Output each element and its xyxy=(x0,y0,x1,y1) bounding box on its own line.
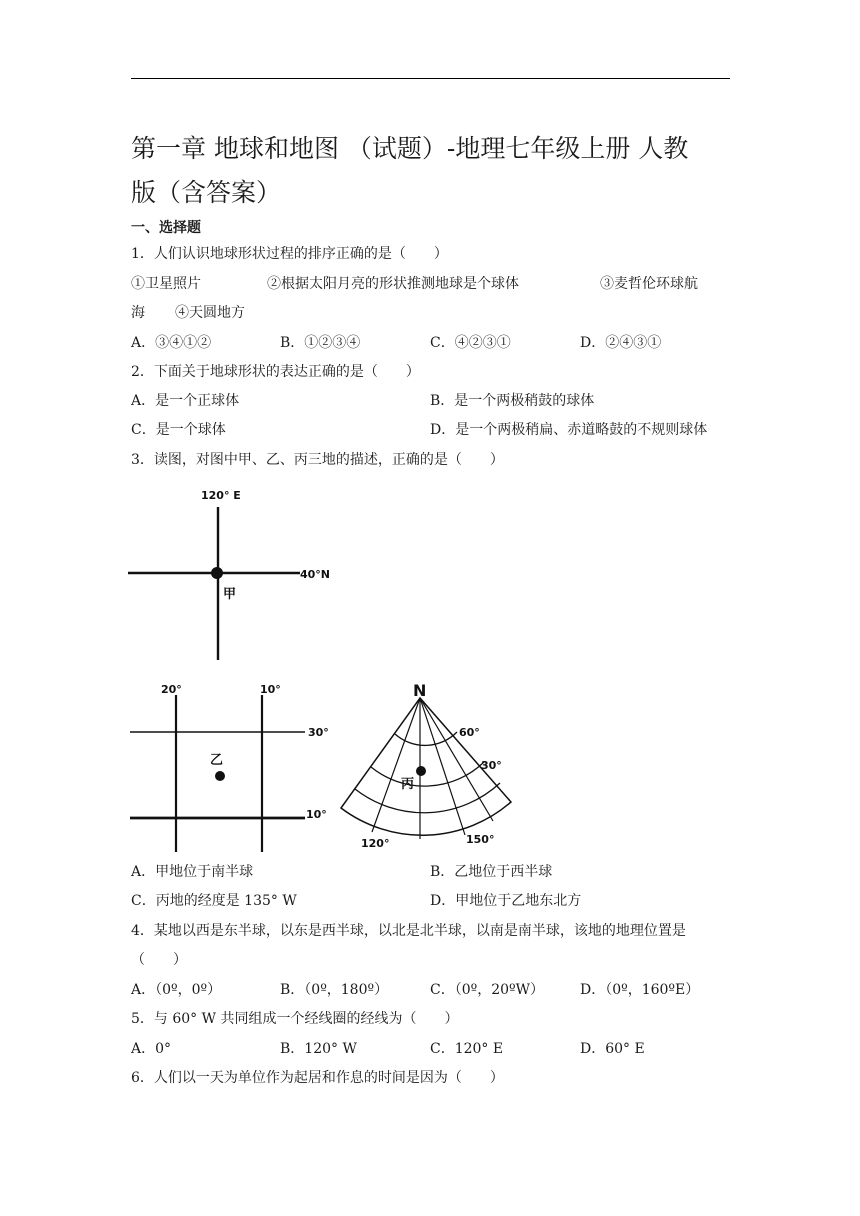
q1-option-d: D．②④③① xyxy=(580,335,662,351)
figure-yi xyxy=(128,680,338,855)
q2-option-b: B．是一个两极稍鼓的球体 xyxy=(430,393,595,409)
document-title-line-2: 版（含答案） xyxy=(131,178,282,207)
q1-option-b: B．①②③④ xyxy=(280,335,361,351)
header-rule xyxy=(131,78,730,79)
q3-option-c: C．丙地的经度是 135° W xyxy=(131,893,297,909)
question-6-stem: 6．人们以一天为单位作为起居和作息的时间是因为（ ） xyxy=(131,1070,504,1086)
q5-option-c: C．120° E xyxy=(430,1041,504,1057)
parallel-mid-arc xyxy=(355,783,500,813)
q1-item-3: ③麦哲伦环球航 xyxy=(600,276,698,292)
question-2-stem: 2．下面关于地球形状的表达正确的是（ ） xyxy=(131,364,420,380)
q5-option-a: A．0° xyxy=(131,1041,172,1057)
q3-option-a: A．甲地位于南半球 xyxy=(131,864,254,880)
question-4-stem-line-2: （ ） xyxy=(131,952,187,968)
parallel-label: 40°N xyxy=(300,568,331,581)
point-bing xyxy=(416,766,426,776)
lat-bottom-label: 10° xyxy=(306,808,327,821)
question-5-stem: 5．与 60° W 共同组成一个经线圈的经线为（ ） xyxy=(131,1011,459,1027)
lat-inner-label: 60° xyxy=(459,726,480,739)
q1-item-4: ④天圆地方 xyxy=(175,305,245,321)
q1-item-3-cont: 海 xyxy=(131,305,145,321)
lon-right-label: 10° xyxy=(260,683,281,696)
lat-outer-label: 30° xyxy=(481,759,502,772)
meridian-label: 120° E xyxy=(201,489,241,502)
document-title-line-1: 第一章 地球和地图 （试题）-地理七年级上册 人教 xyxy=(131,134,689,163)
q4-option-c: C．（0º，20ºW） xyxy=(430,982,544,998)
point-yi xyxy=(215,771,225,781)
point-jia-label: 甲 xyxy=(223,587,237,602)
q4-option-d: D．（0º，160ºE） xyxy=(580,982,700,998)
question-1-stem: 1．人们认识地球形状过程的排序正确的是（ ） xyxy=(131,246,448,262)
question-3-stem: 3．读图，对图中甲、乙、丙三地的描述，正确的是（ ） xyxy=(131,452,504,468)
q1-item-2: ②根据太阳月亮的形状推测地球是个球体 xyxy=(267,276,519,292)
q3-option-b: B．乙地位于西半球 xyxy=(430,864,553,880)
lon-left-label: 120° xyxy=(361,837,390,850)
figure-bing xyxy=(335,680,525,855)
q2-option-d: D．是一个两极稍扁、赤道略鼓的不规则球体 xyxy=(430,422,708,438)
pole-label: N xyxy=(413,681,427,700)
lat-top-label: 30° xyxy=(308,726,329,739)
lon-right-label: 150° xyxy=(466,833,495,846)
q5-option-b: B．120° W xyxy=(280,1041,357,1057)
q2-option-c: C．是一个球体 xyxy=(131,422,226,438)
meridian-3 xyxy=(420,698,465,835)
q2-option-a: A．是一个正球体 xyxy=(131,393,240,409)
point-yi-label: 乙 xyxy=(210,753,224,768)
point-jia xyxy=(211,567,223,579)
question-4-stem-line-1: 4．某地以西是东半球，以东是西半球，以北是北半球，以南是南半球，该地的地理位置是 xyxy=(131,923,686,939)
q4-option-a: A．（0º，0º） xyxy=(131,982,222,998)
q1-option-a: A．③④①② xyxy=(131,335,212,351)
q4-option-b: B．（0º，180º） xyxy=(280,982,389,998)
section-heading: 一、选择题 xyxy=(131,220,201,236)
q1-item-1: ①卫星照片 xyxy=(131,276,201,292)
figure-jia xyxy=(128,485,348,665)
q1-option-c: C．④②③① xyxy=(430,335,511,351)
lon-left-label: 20° xyxy=(161,683,182,696)
parallel-30-arc xyxy=(371,762,484,786)
q5-option-d: D．60° E xyxy=(580,1041,645,1057)
point-bing-label: 丙 xyxy=(401,777,415,792)
q3-option-d: D．甲地位于乙地东北方 xyxy=(430,893,582,909)
